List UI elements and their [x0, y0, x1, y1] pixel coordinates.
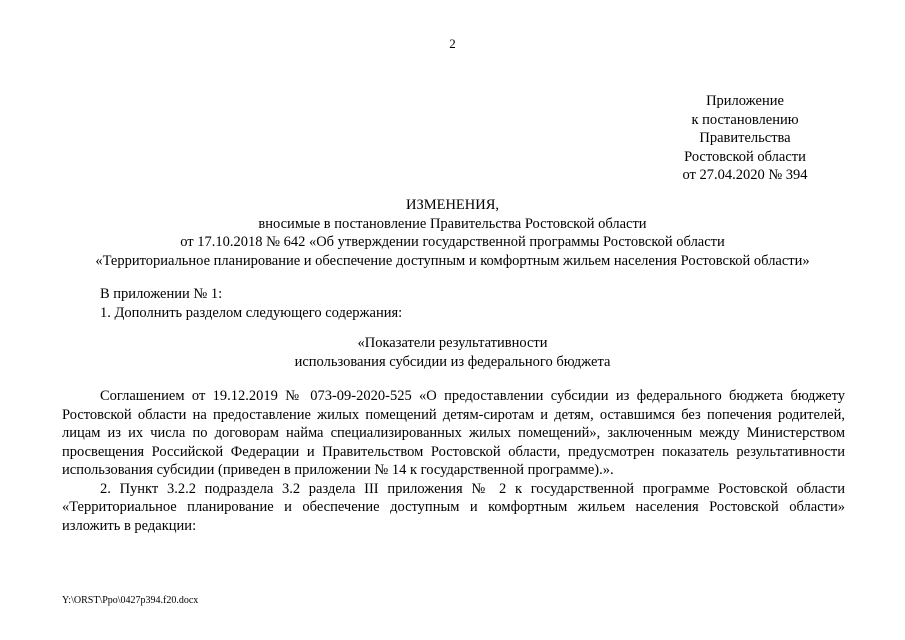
- paragraph-2-line: 2. Пункт 3.2.2 подраздела 3.2 раздела III приложения № 2 к государственной программе Ростовской области: [100, 480, 845, 497]
- paragraph-2-line: изложить в редакции:: [62, 517, 197, 534]
- appendix-date-line: от 27.04.2020 № 394: [682, 167, 808, 183]
- paragraph-1-line: использования субсидии (приведен в приложении № 14 к государственной программе).».: [62, 462, 614, 478]
- heading-line: «Территориальное планирование и обеспечение доступным и комфортным жильем населения Ростовской области»: [95, 252, 810, 269]
- heading-line: от 17.10.2018 № 642 «Об утверждении государственной программы Ростовской области: [180, 234, 725, 250]
- paragraph-1-line: лицам из их числа по договорам найма специализированных жилых помещений», заключенным между Министерством: [62, 425, 845, 441]
- paragraph-1-line: просвещения Российской Федерации и Правительством Ростовской области, предусмотрен показатель результативности: [62, 443, 845, 460]
- paragraph-2-line: «Территориальное планирование и обеспечение доступным и комфортным жильем населения Ростовской области»: [62, 499, 845, 515]
- appendix-line: Правительства: [699, 130, 791, 146]
- document-heading: [0, 196, 905, 270]
- appendix-line: Приложение: [706, 93, 784, 109]
- intro-block: [100, 285, 402, 322]
- heading-title: ИЗМЕНЕНИЯ,: [405, 197, 500, 213]
- section-title-line-2: использования субсидии из федерального бюджета: [294, 353, 611, 370]
- appendix-line: Ростовской области: [684, 148, 806, 165]
- heading-line: вносимые в постановление Правительства Ростовской области: [258, 215, 647, 232]
- intro-line-1: В приложении № 1:: [100, 286, 223, 302]
- body-text: [62, 387, 845, 535]
- footer-file-path: Y:\ORST\Ppo\0427p394.f20.docx: [62, 595, 199, 606]
- section-title-line-1: «Показатели результативности: [357, 335, 548, 351]
- section-title: [0, 334, 905, 371]
- paragraph-1-line: Ростовской области на предоставление жилых помещений детям-сиротам и детям, оставшимся без попечения родителей,: [62, 406, 845, 423]
- intro-line-2: 1. Дополнить разделом следующего содержания:: [100, 304, 403, 321]
- page-number: 2: [449, 36, 456, 51]
- paragraph-1-line: Соглашением от 19.12.2019 № 073-09-2020-525 «О предоставлении субсидии из федерального бюджета бюджету: [100, 388, 845, 404]
- appendix-line: к постановлению: [691, 111, 799, 128]
- appendix-block: [640, 92, 850, 185]
